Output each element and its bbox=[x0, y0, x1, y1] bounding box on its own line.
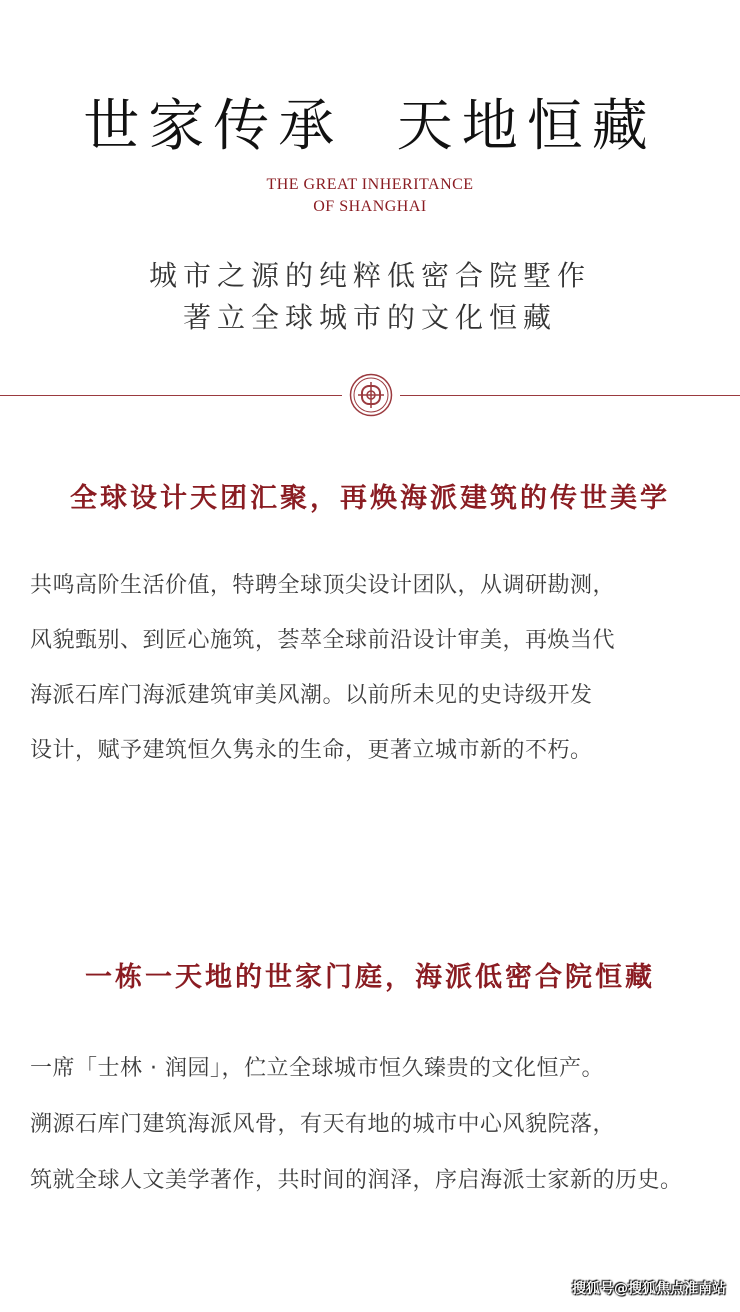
subtitle-line-2: 著立全球城市的文化恒藏 bbox=[182, 301, 557, 334]
english-title-line-2: OF SHANGHAI bbox=[313, 198, 427, 215]
section-paragraph-courtyard bbox=[30, 1041, 720, 1209]
paragraph-line: 筑就全球人文美学著作，共时间的润泽，序启海派士家新的历史。 bbox=[30, 1168, 683, 1193]
divider-line-left bbox=[0, 395, 342, 396]
paragraph-line: 海派石库门海派建筑审美风潮。以前所未见的史诗级开发 bbox=[30, 683, 593, 708]
paragraph-line: 设计，赋予建筑恒久隽永的生命，更著立城市新的不朽。 bbox=[30, 738, 593, 763]
source-watermark: 搜狐号@搜狐焦点淮南站 bbox=[572, 1281, 726, 1297]
subtitle-line-1: 城市之源的纯粹低密合院墅作 bbox=[148, 259, 591, 292]
page-title: 世家传承 天地恒藏 bbox=[83, 94, 657, 159]
section-heading-design: 全球设计天团汇聚，再焕海派建筑的传世美学 bbox=[70, 483, 670, 514]
paragraph-line: 一席「士林 · 润园」，伫立全球城市恒久臻贵的文化恒产。 bbox=[30, 1056, 604, 1081]
section-paragraph-design bbox=[30, 558, 720, 778]
english-title bbox=[0, 174, 740, 218]
paragraph-line: 溯源石库门建筑海派风骨，有天有地的城市中心风貌院落， bbox=[30, 1112, 616, 1137]
paragraph-line: 共鸣高阶生活价值，特聘全球顶尖设计团队，从调研勘测， bbox=[30, 573, 616, 598]
divider-line-right bbox=[400, 395, 740, 396]
english-title-line-1: THE GREAT INHERITANCE bbox=[266, 176, 474, 193]
paragraph-line: 风貌甄别、到匠心施筑，荟萃全球前沿设计审美，再焕当代 bbox=[30, 628, 616, 653]
ornamental-seal-icon bbox=[349, 373, 393, 417]
section-heading-courtyard: 一栋一天地的世家门庭，海派低密合院恒藏 bbox=[85, 962, 655, 993]
subtitle bbox=[0, 255, 740, 339]
